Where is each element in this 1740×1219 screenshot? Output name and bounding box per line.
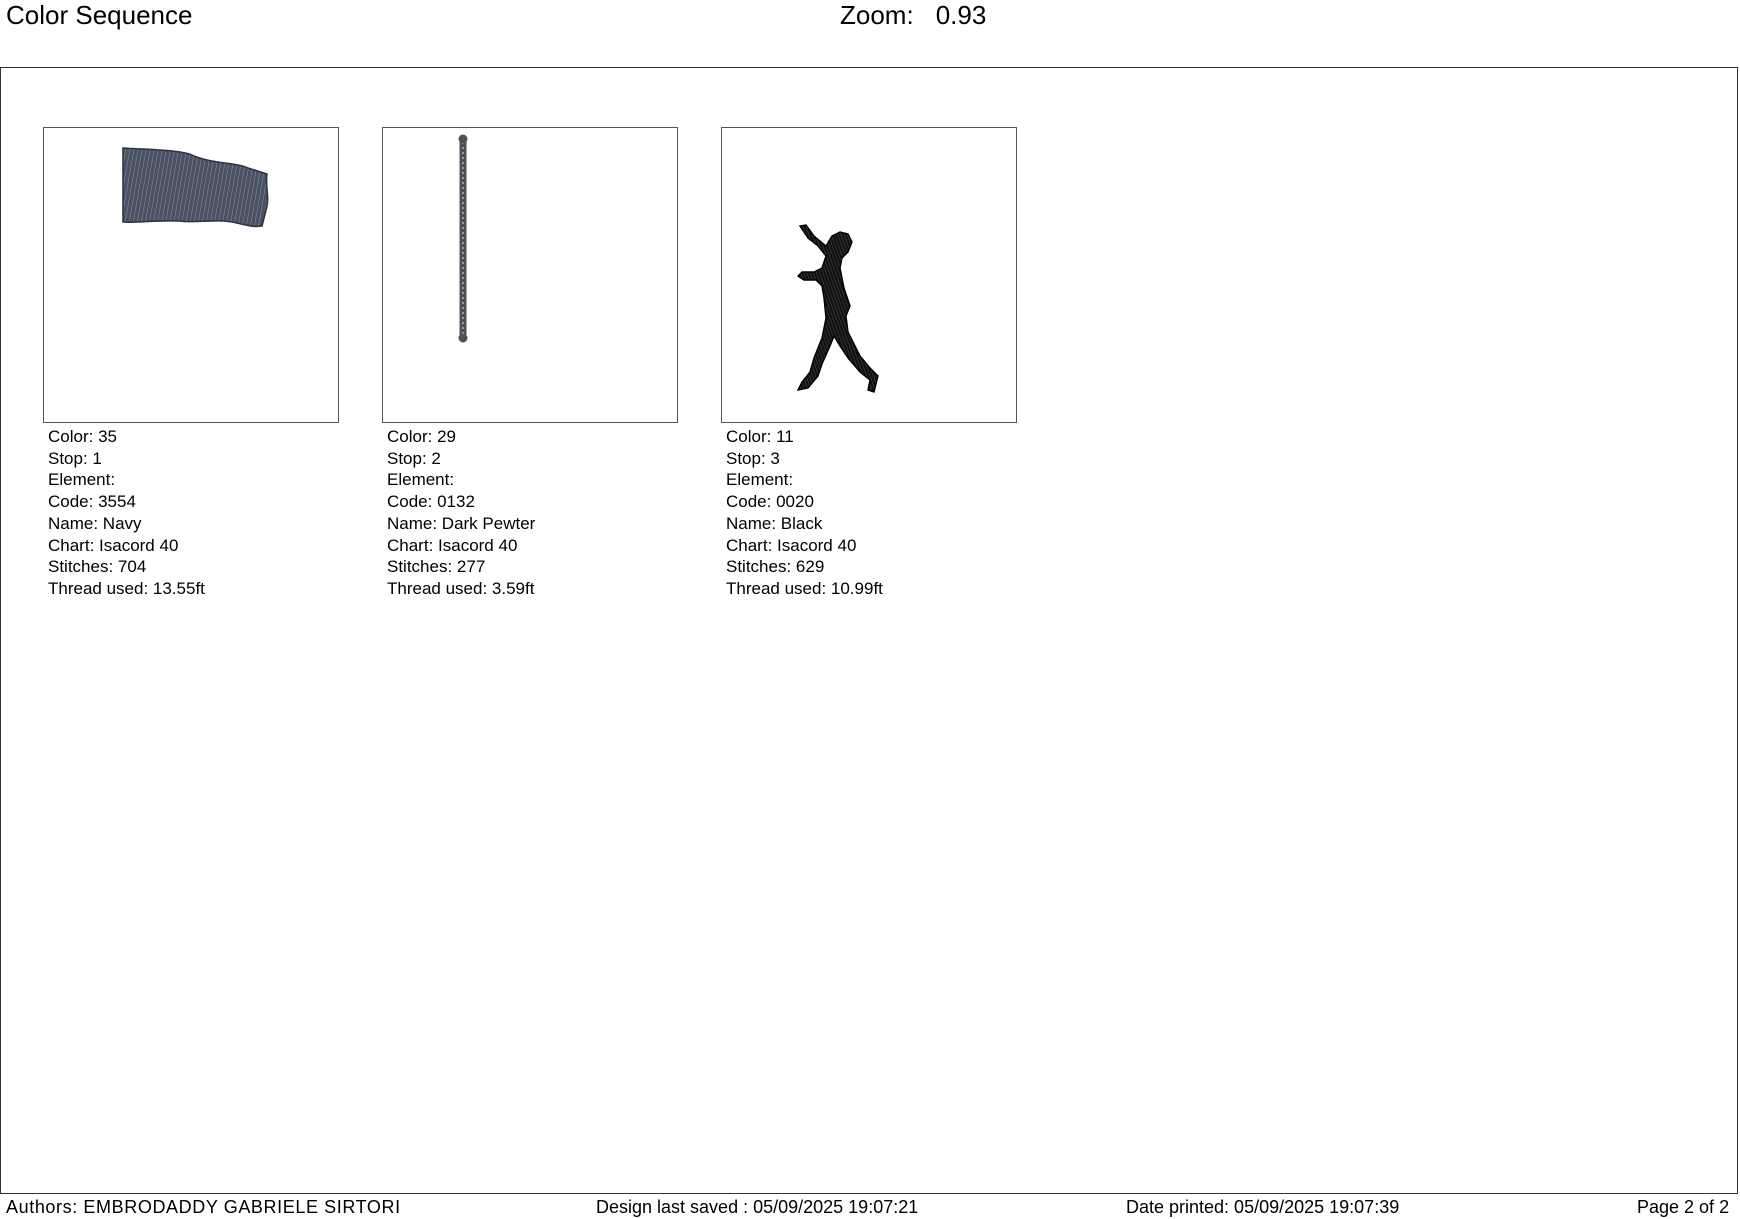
thread-chart: Chart: Isacord 40 xyxy=(387,535,518,555)
flag-icon xyxy=(44,128,338,422)
color-stop-card-3 xyxy=(721,127,1017,600)
pole-icon xyxy=(383,128,677,422)
stop-number: Stop: 2 xyxy=(387,448,441,468)
thumbnail-3 xyxy=(721,127,1017,423)
stitch-count: Stitches: 277 xyxy=(387,557,486,577)
figure-icon xyxy=(722,128,1016,422)
stop-number: Stop: 1 xyxy=(48,448,102,468)
color-stop-card-2 xyxy=(382,127,678,600)
element-label: Element: xyxy=(48,470,116,490)
color-stop-card-1 xyxy=(43,127,339,600)
stop-number: Stop: 3 xyxy=(726,448,780,468)
stitch-count: Stitches: 629 xyxy=(726,557,825,577)
thread-used: Thread used: 3.59ft xyxy=(387,578,535,598)
thread-code: Code: 3554 xyxy=(48,492,136,512)
color-number: Color: 11 xyxy=(726,427,794,446)
thumbnail-1 xyxy=(43,127,339,423)
footer-date-printed: Date printed: 05/09/2025 19:07:39 xyxy=(1126,1197,1400,1217)
footer-authors: Authors: EMBRODADDY GABRIELE SIRTORI xyxy=(6,1197,401,1217)
color-stop-details-2 xyxy=(382,426,678,600)
color-stop-details-1 xyxy=(43,426,339,600)
thumbnail-2 xyxy=(382,127,678,423)
element-label: Element: xyxy=(387,470,455,490)
color-number: Color: 35 xyxy=(48,427,117,446)
page-title: Color Sequence xyxy=(6,0,193,30)
thread-chart: Chart: Isacord 40 xyxy=(48,535,179,555)
element-label: Element: xyxy=(726,470,794,490)
zoom-readout xyxy=(840,0,986,30)
thread-used: Thread used: 13.55ft xyxy=(48,578,205,598)
thread-chart: Chart: Isacord 40 xyxy=(726,535,857,555)
thread-name: Name: Black xyxy=(726,513,823,533)
zoom-value: 0.93 xyxy=(935,0,987,30)
color-number: Color: 29 xyxy=(387,427,456,446)
zoom-label: Zoom: xyxy=(840,0,914,30)
color-stop-details-3 xyxy=(721,426,1017,600)
footer-design-saved: Design last saved : 05/09/2025 19:07:21 xyxy=(596,1197,919,1217)
thread-code: Code: 0132 xyxy=(387,492,475,512)
stitch-count: Stitches: 704 xyxy=(48,557,147,577)
thread-code: Code: 0020 xyxy=(726,492,814,512)
thread-name: Name: Navy xyxy=(48,513,142,533)
footer-page-number: Page 2 of 2 xyxy=(1637,1197,1730,1217)
thread-name: Name: Dark Pewter xyxy=(387,513,536,533)
thread-used: Thread used: 10.99ft xyxy=(726,578,883,598)
